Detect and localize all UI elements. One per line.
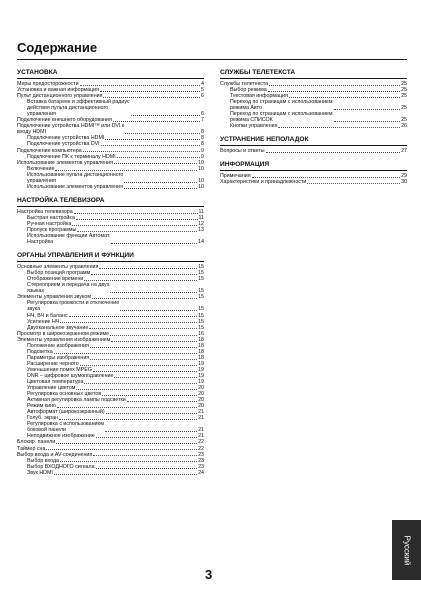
section-heading: УСТРАНЕНИЕ НЕПОЛАДОК	[220, 136, 407, 146]
dot-leader	[106, 413, 197, 414]
toc-entry-text: Усиление НЧ	[27, 318, 60, 325]
toc-entry-page: 25	[401, 93, 407, 100]
toc-entry-text: Примечания	[220, 173, 251, 180]
toc-entry-text: Переход по страницам с использованием режима Авто	[230, 99, 333, 112]
dot-leader	[80, 85, 200, 86]
dot-leader	[93, 455, 197, 456]
toc-entry-page: 4	[201, 81, 204, 87]
toc-entry-text: Стереоприем и передача на двух языках	[27, 282, 110, 295]
toc-list	[220, 148, 407, 154]
dot-leader	[90, 347, 197, 348]
toc-entry-page: 19	[198, 366, 204, 373]
dot-leader	[96, 468, 198, 469]
toc-entry-page: 15	[198, 264, 204, 271]
toc-entry-text: Просмотр в широкоэкранном режиме	[17, 330, 110, 337]
dot-leader	[289, 97, 400, 98]
toc-entry-page: 18	[198, 354, 204, 361]
toc-entry-page: 10	[198, 159, 204, 166]
toc-entry	[17, 282, 204, 294]
dot-leader	[114, 163, 197, 164]
toc-entry-text: Регулировка громкости и отключение звука	[27, 300, 120, 313]
toc-entry-page: 15	[198, 294, 204, 301]
dot-leader	[334, 121, 401, 122]
toc-entry-text: Подключение устройства HDMI™ или DVI к входу HDMI	[17, 123, 125, 136]
dot-leader	[69, 316, 198, 317]
section-heading: УСТАНОВКА	[17, 69, 204, 79]
toc-entry-text: Выбор ВХОДНОГО сигнала	[27, 463, 95, 470]
dot-leader	[252, 177, 401, 178]
toc-entry-text: Подсветка	[27, 348, 53, 355]
toc-entry	[220, 179, 407, 185]
dot-leader	[89, 328, 197, 329]
dot-leader	[269, 85, 400, 86]
toc-entry-text: Цветовая температура	[27, 379, 84, 386]
toc-entry-text: Элементы управления изображением	[17, 336, 111, 343]
toc-entry-page: 22	[198, 445, 204, 452]
toc-entry-page: 19	[198, 372, 204, 379]
toc-entry-page: 22	[198, 439, 204, 446]
toc-entry-text: Пульт дистанционного управления	[17, 93, 103, 100]
dot-leader	[76, 389, 197, 390]
toc-entry	[220, 111, 407, 123]
dot-leader	[80, 365, 197, 366]
toc-entry-text: Использование пульта дистанционного управления	[27, 171, 124, 184]
toc-entry-page: 21	[198, 433, 204, 440]
dot-leader	[120, 310, 197, 311]
toc-entry	[17, 99, 204, 117]
toc-list	[17, 209, 204, 245]
toc-entry-page: 15	[198, 324, 204, 331]
toc-entry-page: 5	[201, 87, 204, 94]
toc-entry-page: 20	[198, 397, 204, 404]
dot-leader	[76, 219, 198, 220]
toc-entry-page: 29	[401, 173, 407, 180]
toc-entry-text: Использование элементов управления	[27, 183, 123, 190]
toc-entry-page: 25	[401, 105, 407, 112]
toc-entry	[220, 123, 407, 129]
toc-entry-text: Подключение устройства HDMI	[27, 135, 105, 142]
dot-leader	[74, 213, 198, 214]
toc-entry-text: Использование функции Автомат. Настройка	[27, 233, 111, 246]
toc-entry-page: 18	[198, 348, 204, 355]
dot-leader	[131, 115, 200, 116]
toc-entry-text: Основные элементы управления	[17, 264, 99, 271]
toc-entry-text: Отображение времени	[27, 276, 84, 283]
dot-leader	[103, 97, 200, 98]
dot-leader	[96, 437, 197, 438]
toc-list	[220, 173, 407, 185]
toc-entry-page: 6	[201, 93, 204, 100]
toc-entry-text: Двухканальное звучание	[27, 324, 89, 331]
dot-leader	[101, 145, 200, 146]
toc-entry-text: Ручная настройка	[27, 220, 72, 227]
dot-leader	[84, 383, 197, 384]
dot-leader	[114, 377, 197, 378]
dot-leader	[124, 188, 197, 189]
dot-leader	[54, 353, 197, 354]
dot-leader	[100, 91, 200, 92]
section-heading: ИНФОРМАЦИЯ	[220, 161, 407, 171]
toc-entry-page: 8	[201, 141, 204, 148]
toc-entry-page: 20	[198, 391, 204, 398]
toc-entry-text: Выбор входа и AV-соединения	[17, 451, 93, 458]
toc-entry-page: 8	[201, 129, 204, 136]
toc-entry-page: 21	[198, 415, 204, 422]
toc-entry-text: Использование элементов управления	[17, 159, 113, 166]
toc-entry	[17, 470, 204, 476]
dot-leader	[83, 151, 200, 152]
section-heading: ОРГАНЫ УПРАВЛЕНИЯ И ФУНКЦИИ	[17, 252, 204, 262]
dot-leader	[90, 359, 197, 360]
toc-entry	[17, 172, 204, 184]
toc-entry-page: 27	[401, 148, 407, 155]
toc-entry-text: Таймер сна	[17, 445, 46, 452]
toc-entry-text: Элементы управления звуком	[17, 294, 91, 301]
dot-leader	[59, 419, 197, 420]
dot-leader	[56, 443, 197, 444]
toc-entry-page: 30	[401, 179, 407, 186]
toc-entry-page: 13	[198, 226, 204, 233]
toc-entry-page: 15	[198, 312, 204, 319]
toc-entry-text: Текстовая информация	[230, 93, 288, 100]
toc-entry-text: НЧ, ВЧ и баланс	[27, 312, 68, 319]
dot-leader	[268, 91, 400, 92]
toc-entry-text: Характеристики и принадлежности	[220, 179, 307, 186]
section-heading: СЛУЖБЫ ТЕЛЕТЕКСТА	[220, 69, 407, 79]
dot-leader	[278, 127, 400, 128]
toc-entry-text: Режим кино	[27, 403, 56, 410]
toc-entry-page: 26	[401, 123, 407, 130]
dot-leader	[57, 407, 197, 408]
toc-entry-page: 24	[198, 469, 204, 476]
toc-entry-page: 21	[198, 409, 204, 416]
toc-entry-text: Установка и важная информация	[17, 87, 99, 94]
dot-leader	[307, 183, 400, 184]
toc-entry-page: 15	[198, 288, 204, 295]
toc-entry-page: 11	[198, 214, 204, 221]
toc-entry-page: 10	[198, 177, 204, 184]
dot-leader	[111, 243, 197, 244]
toc-entry-text: Кнопки управления	[230, 123, 278, 130]
dot-leader	[60, 322, 197, 323]
dot-leader	[111, 341, 197, 342]
toc-entry-text: Автоформат (широкоэкранный)	[27, 409, 105, 416]
toc-entry-text: DNR – цифровое шумоподавление	[27, 372, 114, 379]
dot-leader	[92, 298, 197, 299]
dot-leader	[91, 274, 197, 275]
dot-leader	[124, 182, 197, 183]
toc-entry-page: 25	[401, 117, 407, 124]
toc-entry-page: 20	[198, 385, 204, 392]
dot-leader	[105, 139, 200, 140]
toc-entry-page: 16	[198, 330, 204, 337]
toc-entry-page: 9	[201, 153, 204, 160]
toc-entry	[17, 184, 204, 190]
toc-entry-page: 9	[201, 147, 204, 154]
toc-entry-page: 8	[201, 135, 204, 142]
toc-entry-page: 12	[198, 220, 204, 227]
toc-entry-text: Подключение компьютера	[17, 147, 82, 154]
dot-leader	[110, 292, 197, 293]
toc-entry-text: Положение изображения	[27, 342, 89, 349]
dot-leader	[127, 401, 197, 402]
toc-entry-text: Регулировка основных цветов	[27, 391, 102, 398]
toc-entry-page: 7	[201, 117, 204, 124]
toc-entry-text: Подключение ПК к терминалу HDMI	[27, 153, 116, 160]
toc-entry-page: 19	[198, 360, 204, 367]
toc-entry	[220, 148, 407, 154]
toc-entry-text: Меры предосторожности	[17, 81, 79, 87]
toc-entry-text: Управление цветом	[27, 385, 76, 392]
dot-leader	[46, 449, 197, 450]
toc-entry-text: Вопросы и ответы	[220, 148, 265, 155]
dot-leader	[125, 133, 200, 134]
toc-entry-page: 11	[198, 208, 204, 215]
toc-entry-text: Регулировка с использованием боковой панели	[27, 421, 105, 434]
toc-entry-text: Уменьшение помех MPEG	[27, 366, 92, 373]
toc-list	[17, 264, 204, 476]
toc-entry-page: 23	[198, 463, 204, 470]
dot-leader	[72, 225, 197, 226]
dot-leader	[84, 280, 197, 281]
page-number: 3	[205, 567, 213, 582]
dot-leader	[110, 335, 197, 336]
language-tab-label: Русский	[402, 535, 411, 565]
toc-entry-text: Расширение черного	[27, 360, 79, 367]
toc-right-column	[220, 69, 407, 186]
toc-list	[17, 81, 204, 190]
toc-entry-page: 14	[198, 239, 204, 246]
dot-leader	[102, 395, 197, 396]
dot-leader	[60, 461, 197, 462]
toc-entry-text: Быстрая настройка	[27, 214, 75, 221]
toc-entry-text: Блокир. панели	[17, 439, 56, 446]
toc-entry	[17, 421, 204, 433]
toc-entry-text: Голуб. экран	[27, 415, 58, 422]
toc-entry-text: Настройка телевизора	[17, 208, 73, 215]
toc-entry-text: Вставка батареек и эффективный радиус действия пульта дистанционного управления	[27, 99, 130, 118]
toc-list	[220, 81, 407, 129]
dot-leader	[105, 431, 197, 432]
toc-entry-page: 15	[198, 270, 204, 277]
toc-entry-page: 20	[198, 403, 204, 410]
toc-entry-page: 10	[198, 183, 204, 190]
toc-entry-page: 10	[198, 165, 204, 172]
toc-left-column	[17, 69, 204, 476]
dot-leader	[93, 371, 197, 372]
toc-entry-page: 23	[198, 457, 204, 464]
toc-entry-text: Переход по страницам с использованием режима СПИСОК	[230, 111, 333, 124]
dot-leader	[266, 152, 400, 153]
toc-entry	[17, 300, 204, 312]
toc-entry-page: 15	[198, 306, 204, 313]
toc-entry-text: Выбор входа	[27, 457, 60, 464]
toc-entry-text: Подключение устройства DVI	[27, 141, 100, 148]
dot-leader	[117, 157, 200, 158]
toc-entry-page: 18	[198, 342, 204, 349]
language-tab	[392, 520, 421, 580]
toc-entry	[220, 99, 407, 111]
dot-leader	[55, 170, 197, 171]
dot-leader	[99, 268, 197, 269]
toc-entry-text: Службы телетекста	[220, 81, 269, 87]
toc-entry-page: 15	[198, 276, 204, 283]
dot-leader	[54, 474, 197, 475]
toc-entry-text: Параметры изображения	[27, 354, 90, 361]
toc-entry	[17, 233, 204, 245]
toc-entry-text: Выбор позиций программ	[27, 270, 91, 277]
toc-entry-page: 21	[198, 427, 204, 434]
section-heading: НАСТРОЙКА ТЕЛЕВИЗОРА	[17, 197, 204, 207]
toc-entry	[17, 123, 204, 135]
toc-entry-text: Звук HDMI	[27, 469, 53, 476]
toc-entry-page: 18	[198, 336, 204, 343]
toc-entry-page: 25	[401, 81, 407, 87]
dot-leader	[77, 231, 197, 232]
toc-entry-page: 25	[401, 87, 407, 94]
toc-entry-text: Подключение внешнего оборудования	[17, 117, 112, 124]
dot-leader	[113, 121, 200, 122]
toc-entry-text: Выбор режима	[230, 87, 267, 94]
toc-entry-page: 23	[198, 451, 204, 458]
toc-entry-text: Неподвижное изображение	[27, 433, 95, 440]
toc-entry-text: Включение	[27, 165, 55, 172]
title-rule	[17, 59, 407, 60]
dot-leader	[334, 109, 401, 110]
toc-entry-text: Активная регулировка лампы подсветки	[27, 397, 126, 404]
toc-entry-page: 15	[198, 318, 204, 325]
toc-entry-page: 19	[198, 379, 204, 386]
toc-entry-text: Пропуск программы	[27, 226, 77, 233]
toc-entry-page: 6	[201, 111, 204, 118]
page-title: Содержание	[17, 40, 98, 55]
